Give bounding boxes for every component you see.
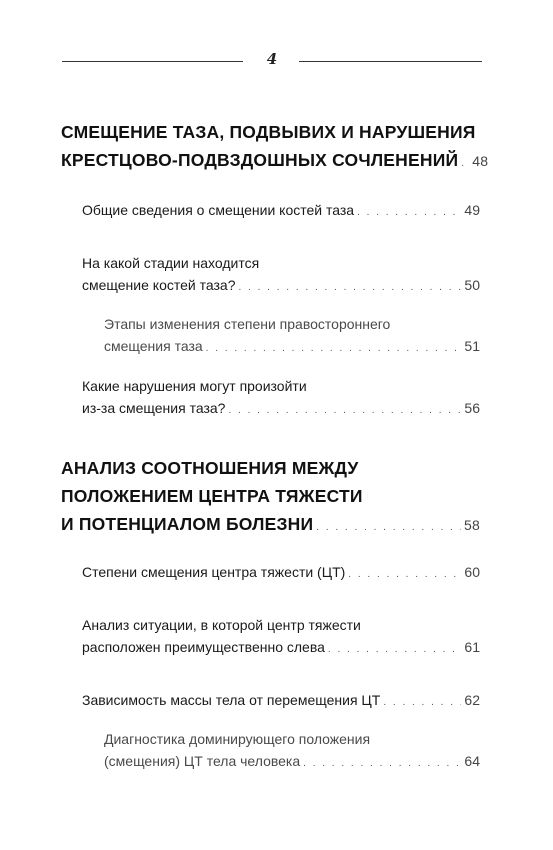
toc-page-number: 60 bbox=[464, 564, 480, 580]
dot-leader bbox=[206, 338, 462, 360]
toc-line bbox=[104, 335, 480, 360]
toc-line bbox=[82, 689, 480, 714]
dot-leader bbox=[461, 150, 469, 178]
toc-line bbox=[82, 636, 480, 661]
dot-leader bbox=[303, 753, 461, 775]
dot-leader bbox=[328, 639, 462, 661]
dot-leader bbox=[316, 514, 461, 542]
toc-page-number: 58 bbox=[464, 517, 480, 533]
toc-page-number: 61 bbox=[464, 639, 480, 655]
toc-line bbox=[82, 375, 480, 397]
dot-leader bbox=[383, 692, 461, 714]
toc-line bbox=[61, 118, 480, 146]
toc-entry-title: Степени смещения центра тяжести (ЦТ) bbox=[82, 564, 346, 580]
toc-entry-title: На какой стадии находится bbox=[82, 255, 260, 271]
toc-entry-title: Этапы изменения степени правостороннего bbox=[104, 316, 391, 332]
toc-page-number: 56 bbox=[464, 400, 480, 416]
dot-leader bbox=[238, 277, 461, 299]
toc-chapter-title-line: КРЕСТЦОВО-ПОДВЗДОШНЫХ СОЧЛЕНЕНИЙ bbox=[61, 150, 459, 170]
page-number: 4 bbox=[266, 50, 278, 68]
toc-line bbox=[61, 482, 480, 510]
toc-chapter-title-line: И ПОТЕНЦИАЛОМ БОЛЕЗНИ bbox=[61, 514, 314, 534]
toc-line bbox=[82, 614, 480, 636]
toc-line bbox=[104, 728, 480, 750]
toc-line bbox=[104, 750, 480, 775]
toc-line bbox=[82, 274, 480, 299]
toc-line bbox=[82, 199, 480, 224]
toc-page-number: 49 bbox=[464, 202, 480, 218]
toc-entry-title: расположен преимущественно слева bbox=[82, 639, 325, 655]
dot-leader bbox=[357, 202, 461, 224]
toc-entry-title: смещение костей таза? bbox=[82, 277, 236, 293]
toc-chapter-title-line: АНАЛИЗ СООТНОШЕНИЯ МЕЖДУ bbox=[61, 458, 359, 478]
dot-leader bbox=[228, 400, 461, 422]
toc-entry-left-shift-analysis[interactable] bbox=[82, 614, 480, 661]
toc-line bbox=[82, 561, 480, 586]
toc-page-number: 62 bbox=[464, 692, 480, 708]
toc-line bbox=[61, 454, 480, 482]
toc-entry-cog-degrees[interactable] bbox=[82, 561, 480, 586]
toc-line bbox=[61, 510, 480, 542]
toc-line bbox=[104, 313, 480, 335]
toc-chapter-pelvis[interactable] bbox=[61, 118, 489, 178]
toc-subentry-right-shift-stages[interactable] bbox=[104, 313, 480, 360]
toc-entry-title: Общие сведения о смещении костей таза bbox=[82, 202, 355, 218]
toc-entry-general-info[interactable] bbox=[82, 199, 480, 224]
toc-chapter-title-line: СМЕЩЕНИЕ ТАЗА, ПОДВЫВИХ И НАРУШЕНИЯ bbox=[61, 122, 476, 142]
toc-entry-disorders[interactable] bbox=[82, 375, 480, 422]
toc-line bbox=[82, 252, 480, 274]
toc-entry-title: из-за смещения таза? bbox=[82, 400, 226, 416]
toc-entry-stage[interactable] bbox=[82, 252, 480, 299]
toc-chapter-title-line: ПОЛОЖЕНИЕМ ЦЕНТРА ТЯЖЕСТИ bbox=[61, 486, 363, 506]
toc-chapter-center-of-gravity[interactable] bbox=[61, 454, 480, 542]
toc-entry-title: (смещения) ЦТ тела человека bbox=[104, 753, 301, 769]
toc-subentry-diagnostics[interactable] bbox=[104, 728, 480, 775]
toc-page-number: 51 bbox=[464, 338, 480, 354]
toc-entry-title: Зависимость массы тела от перемещения ЦТ bbox=[82, 692, 381, 708]
toc-page-number: 48 bbox=[472, 153, 489, 169]
toc-page-number: 64 bbox=[464, 753, 480, 769]
toc-entry-title: смещения таза bbox=[104, 338, 203, 354]
toc-line bbox=[61, 146, 489, 178]
toc-entry-title: Анализ ситуации, в которой центр тяжести bbox=[82, 617, 361, 633]
toc-entry-title: Диагностика доминирующего положения bbox=[104, 731, 371, 747]
toc-entry-body-mass[interactable] bbox=[82, 689, 480, 714]
toc-page-number: 50 bbox=[464, 277, 480, 293]
dot-leader bbox=[348, 564, 461, 586]
toc-line bbox=[82, 397, 480, 422]
toc-entry-title: Какие нарушения могут произойти bbox=[82, 378, 307, 394]
